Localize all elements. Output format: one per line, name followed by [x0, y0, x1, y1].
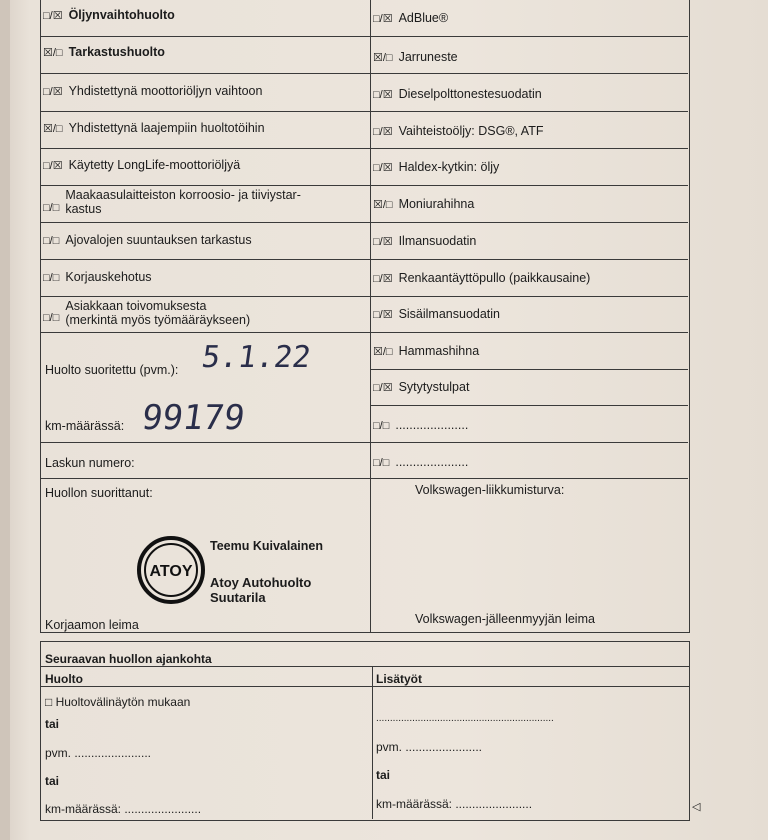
next-km-field[interactable]: km-määrässä: ....................... — [45, 802, 202, 816]
row-line — [40, 185, 688, 186]
right-row-timing-belt — [373, 344, 479, 359]
row-line — [40, 259, 688, 260]
left-row-combined-extended — [43, 121, 265, 136]
left-row-gas-system — [43, 188, 301, 216]
checkbox-pair[interactable]: □/□ — [43, 312, 60, 324]
row-line — [370, 405, 688, 406]
row-label: AdBlue® — [398, 11, 449, 25]
right-row-belt — [373, 197, 474, 212]
row-label: Moniurahihna — [398, 197, 475, 211]
right-row-air-filter — [373, 234, 476, 249]
row-line — [40, 36, 688, 37]
checkbox-pair[interactable]: □/☒ — [373, 273, 393, 285]
corner-triangle-icon: ◁ — [692, 801, 701, 813]
row-label-line2: (merkintä myös työmääräykseen) — [65, 313, 251, 327]
row-label: Ajovalojen suuntauksen tarkastus — [65, 233, 252, 247]
row-label: ..................... — [395, 418, 469, 432]
checkbox-pair[interactable]: □/☒ — [373, 162, 393, 174]
row-label: Yhdistettynä moottoriöljyn vaihtoon — [68, 84, 263, 98]
row-label: Jarruneste — [398, 50, 458, 64]
checkbox-pair[interactable]: ☒/□ — [43, 123, 63, 135]
right-row-gearbox-oil — [373, 124, 543, 139]
extra-work-line[interactable]: ................................................................ — [376, 713, 554, 724]
checkbox-pair[interactable]: □/☒ — [373, 89, 393, 101]
invoice-number-label: Laskun numero: — [45, 456, 135, 470]
column-divider — [370, 0, 371, 632]
checkbox-pair[interactable]: □/☒ — [43, 10, 63, 22]
row-line — [40, 332, 688, 333]
or-label: tai — [376, 768, 391, 782]
checkbox-pair[interactable]: □/□ — [373, 457, 390, 469]
stamp-location: Suutarila — [210, 590, 266, 605]
row-label: Maakaasulaitteiston korroosio- ja tiiviystar- — [65, 188, 301, 202]
performer-label: Huollon suorittanut: — [45, 486, 153, 500]
checkbox-pair[interactable]: □/□ — [373, 420, 390, 432]
right-row-haldex — [373, 160, 499, 175]
row-label-block — [65, 299, 250, 327]
or-label: tai — [45, 717, 60, 731]
row-label: Ilmansuodatin — [398, 234, 477, 248]
service-date-label: Huolto suoritettu (pvm.): — [45, 363, 179, 377]
next-service-box — [40, 641, 690, 821]
checkbox-pair[interactable]: □/□ — [43, 272, 60, 284]
next-service-title: Seuraavan huollon ajankohta — [45, 652, 212, 666]
row-label: Vaihteistoöljy: DSG®, ATF — [398, 124, 544, 138]
extra-km-field[interactable]: km-määrässä: ....................... — [376, 797, 533, 811]
row-label: Dieselpolttonestesuodatin — [398, 87, 542, 101]
left-row-inspection — [43, 45, 165, 60]
service-date-handwritten: 5.1.22 — [199, 340, 313, 375]
checkbox-pair[interactable]: ☒/□ — [373, 199, 393, 211]
extra-date-field[interactable]: pvm. ....................... — [376, 740, 483, 754]
checkbox-pair[interactable]: ☒/□ — [373, 52, 393, 64]
next-col-service: Huolto — [45, 672, 83, 686]
or-label: tai — [45, 774, 60, 788]
row-label: Asiakkaan toivomuksesta — [65, 299, 207, 313]
left-row-combined-oil — [43, 84, 262, 99]
left-row-oil-change — [43, 8, 175, 23]
row-line — [40, 666, 690, 667]
row-label-line2: kastus — [65, 202, 102, 216]
next-date-field[interactable]: pvm. ....................... — [45, 746, 152, 760]
row-line — [370, 369, 688, 370]
checkbox-pair[interactable]: □/□ — [43, 202, 60, 214]
left-row-customer-request — [43, 299, 251, 327]
right-row-blank-1 — [373, 418, 468, 433]
checkbox-pair[interactable]: □/□ — [43, 235, 60, 247]
left-row-repair-request — [43, 270, 152, 285]
checkbox-pair[interactable]: □/☒ — [373, 236, 393, 248]
checkbox-pair[interactable]: □/☒ — [43, 86, 63, 98]
page-edge — [0, 0, 10, 840]
row-line — [40, 686, 690, 687]
row-label: Korjauskehotus — [65, 270, 152, 284]
right-row-diesel-filter — [373, 87, 542, 102]
row-line — [40, 296, 688, 297]
km-handwritten: 99179 — [139, 398, 248, 438]
row-label: Haldex-kytkin: öljy — [398, 160, 500, 174]
logo-text: ATOY — [149, 563, 193, 580]
checkbox-pair[interactable]: □/☒ — [373, 126, 393, 138]
right-row-spark-plugs — [373, 380, 469, 395]
vw-mobility-label: Volkswagen-liikkumisturva: — [415, 483, 565, 497]
row-line — [40, 442, 688, 443]
row-label: Sytytystulpat — [398, 380, 470, 394]
checkbox-pair[interactable]: □/☒ — [373, 382, 393, 394]
checkbox-pair[interactable]: □/☒ — [43, 160, 63, 172]
row-label: Hammashihna — [398, 344, 480, 358]
left-row-longlife — [43, 158, 240, 173]
km-label: km-määrässä: — [45, 419, 125, 433]
row-label-block — [65, 188, 301, 216]
stamp-company: Atoy Autohuolto — [210, 575, 312, 590]
row-label: Öljynvaihtohuolto — [68, 8, 175, 22]
row-label: Käytetty LongLife-moottoriöljyä — [68, 158, 241, 172]
workshop-stamp-label: Korjaamon leima — [45, 618, 139, 632]
row-line — [40, 478, 688, 479]
row-line — [40, 222, 688, 223]
right-row-tyre-sealant — [373, 271, 590, 286]
row-line — [40, 73, 688, 74]
checkbox-pair[interactable]: ☒/□ — [373, 346, 393, 358]
column-divider — [372, 667, 373, 819]
left-row-headlights — [43, 233, 252, 248]
row-label: Yhdistettynä laajempiin huoltotöihin — [68, 121, 265, 135]
stamp-person: Teemu Kuivalainen — [210, 539, 323, 553]
vw-dealer-stamp-label: Volkswagen-jälleenmyyjän leima — [415, 612, 595, 626]
next-col-extra-work: Lisätyöt — [376, 672, 423, 686]
row-label: ..................... — [395, 455, 469, 469]
right-row-cabin-filter — [373, 307, 500, 322]
row-label: Tarkastushuolto — [68, 45, 165, 59]
row-line — [40, 111, 688, 112]
indicator-option[interactable]: □ Huoltovälinäytön mukaan — [45, 695, 191, 709]
atoy-logo — [136, 535, 206, 605]
checkbox-pair[interactable]: □/☒ — [373, 309, 393, 321]
right-row-brake-fluid — [373, 50, 458, 65]
checkbox-pair[interactable]: □/☒ — [373, 13, 393, 25]
row-label: Renkaantäyttöpullo (paikkausaine) — [398, 271, 591, 285]
row-line — [40, 148, 688, 149]
checkbox-pair[interactable]: ☒/□ — [43, 47, 63, 59]
row-label: Sisäilmansuodatin — [398, 307, 501, 321]
right-row-blank-2 — [373, 455, 468, 470]
right-row-adblue — [373, 11, 448, 26]
